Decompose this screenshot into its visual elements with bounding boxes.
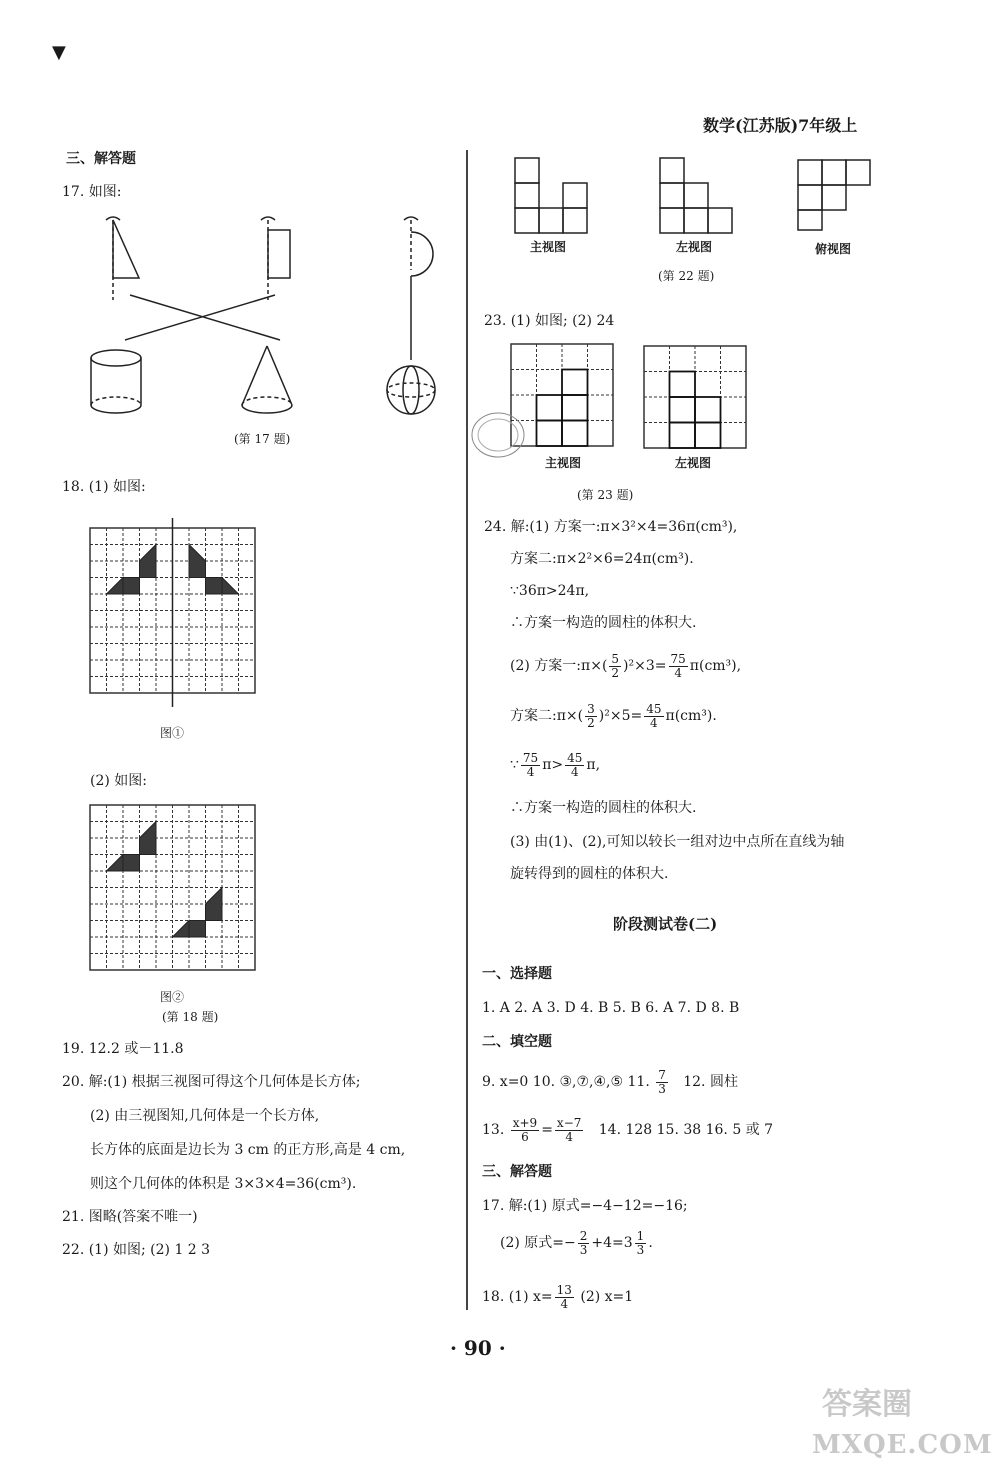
answer-24-line-2: 方案二:π×2²×6=24π(cm³). (510, 551, 694, 567)
answer-21: 21. 图略(答案不唯一) (62, 1209, 198, 1225)
answer-24-line-10: 旋转得到的圆柱的体积大. (510, 866, 669, 882)
figure-17 (80, 210, 450, 430)
q22-left-view-label: 左视图 (676, 240, 713, 254)
answer-20-line-1: 20. 解:(1) 根据三视图可得这个几何体是长方体; (62, 1074, 361, 1090)
section-multiple-choice: 一、选择题 (482, 966, 552, 982)
grid1-tri-left (107, 578, 124, 595)
grid23-main-cell (562, 395, 588, 421)
grid23-left-cell (670, 423, 696, 449)
answer-20-line-2: (2) 由三视图知,几何体是一个长方体, (90, 1108, 320, 1124)
answer-17-part-1: 17. 解:(1) 原式=−4−12=−16; (482, 1198, 688, 1214)
grid2-tri-bottom (173, 921, 190, 938)
q22-top-view-label: 俯视图 (815, 242, 852, 256)
answer-20-line-4: 则这个几何体的体积是 3×3×4=36(cm³). (90, 1176, 357, 1192)
answer-24-line-5: (2) 方案一:π×( $\frac{5}{2}$ )²×3= $\frac{75}{4}$ π(cm³), (510, 651, 742, 680)
grid23-left-cell (695, 397, 721, 423)
figure-2-label: 图② (160, 990, 185, 1004)
grid23-left-cell (670, 372, 696, 398)
grid23-left-cell (695, 423, 721, 449)
answer-24-line-7: ∵ $\frac{75}{4}$ π> $\frac{45}{4}$ π, (510, 750, 601, 779)
question-18-part-2: (2) 如图: (90, 773, 147, 789)
figure-22-views (510, 155, 890, 235)
grid23-left-cell (670, 397, 696, 423)
answer-24-line-1: 24. 解:(1) 方案一:π×3²×4=36π(cm³), (484, 519, 738, 535)
grid23-main-cell (537, 421, 563, 447)
question-17: 17. 如图: (62, 184, 122, 200)
answer-23: 23. (1) 如图; (2) 24 (484, 313, 615, 329)
grid2-shape-top (123, 822, 156, 872)
answer-22: 22. (1) 如图; (2) 1 2 3 (62, 1242, 211, 1258)
grid2-tri-top (107, 855, 124, 872)
section-heading-answers: 三、解答题 (66, 151, 136, 167)
section-fill-in: 二、填空题 (482, 1034, 552, 1050)
grid23-main-cell (537, 395, 563, 421)
figure-23-caption: (第 23 题) (577, 488, 634, 502)
answer-24-line-3: ∵36π>24π, (510, 583, 590, 599)
fill-answers-9-12: 9. x=0 10. ③,⑦,④,⑤ 11. $\frac{7}{3}$ 12. 圆柱 (482, 1067, 738, 1096)
figure-22-caption: (第 22 题) (658, 269, 715, 283)
figure-1-label: 图① (160, 726, 185, 740)
multiple-choice-answers: 1. A 2. A 3. D 4. B 5. B 6. A 7. D 8. B (482, 1000, 740, 1016)
watermark-logo: 答案圈 (822, 1387, 912, 1422)
page-header-title: 数学(江苏版)7年级上 (703, 116, 858, 135)
answer-24-line-9: (3) 由(1)、(2),可知以较长一组对边中点所在直线为轴 (510, 834, 845, 850)
figure-17-caption: (第 17 题) (234, 432, 291, 446)
grid1-shape-left (123, 545, 156, 595)
page-number: · 90 · (450, 1336, 506, 1360)
section-answers-2: 三、解答题 (482, 1164, 552, 1180)
column-divider (466, 150, 468, 1310)
q22-main-view-label: 主视图 (530, 240, 567, 254)
answer-stamp (468, 405, 528, 465)
figure-18-caption: (第 18 题) (162, 1010, 219, 1024)
watermark-text: MXQE.COM (812, 1430, 993, 1460)
answer-19: 19. 12.2 或－11.8 (62, 1041, 184, 1057)
grid1-shape-right (189, 545, 222, 595)
figure-23-left-view (643, 345, 753, 450)
grid1-tri-right (222, 578, 239, 595)
figure-18-grid-2 (90, 805, 260, 985)
answer-17-part-2: (2) 原式=− $\frac{2}{3}$ +4=3 $\frac{1}{3}$ . (500, 1228, 653, 1257)
answer-18: 18. (1) x= $\frac{13}{4}$ (2) x=1 (482, 1282, 634, 1311)
grid23-main-cell (562, 370, 588, 396)
corner-mark: ▼ (52, 42, 66, 63)
grid2-shape-bottom (189, 888, 222, 938)
grid23-main-cell (562, 421, 588, 447)
q23-main-view-label: 主视图 (545, 456, 582, 470)
q23-left-view-label: 左视图 (675, 456, 712, 470)
fill-answers-13-16: 13. $\frac{x+9}{6}$ = $\frac{x-7}{4}$ 14. 128 15. 38 16. 5 或 7 (482, 1115, 774, 1144)
question-18-part-1: 18. (1) 如图: (62, 479, 146, 495)
answer-24-line-8: ∴方案一构造的圆柱的体积大. (510, 800, 697, 816)
answer-24-line-6: 方案二:π×( $\frac{3}{2}$ )²×5= $\frac{45}{4}$ π(cm³). (510, 701, 717, 730)
stage-test-title: 阶段测试卷(二) (613, 915, 718, 933)
answer-24-line-4: ∴方案一构造的圆柱的体积大. (510, 615, 697, 631)
answer-20-line-3: 长方体的底面是边长为 3 cm 的正方形,高是 4 cm, (90, 1142, 406, 1158)
figure-18-grid-1 (90, 518, 260, 708)
